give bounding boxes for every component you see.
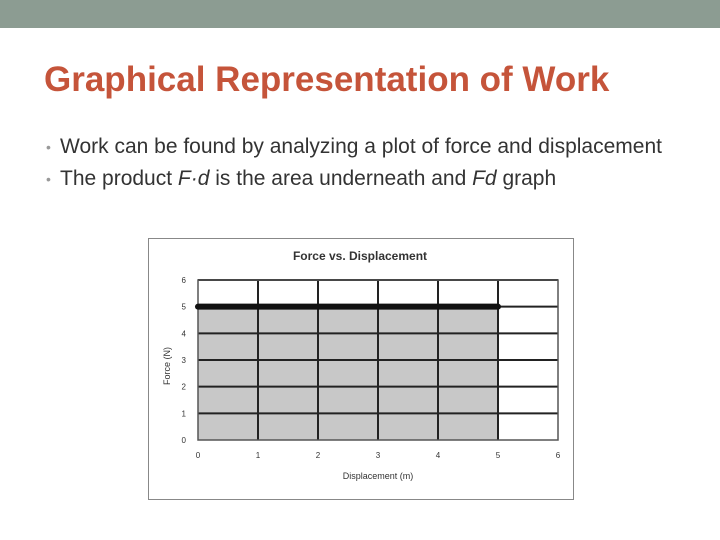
chart-title: Force vs. Displacement — [292, 249, 428, 263]
bullet-1-text: Work can be found by analyzing a plot of force and displacement — [60, 135, 662, 158]
bullet-list — [46, 134, 686, 198]
x-tick-label: 0 — [195, 451, 201, 460]
y-tick-label: 0 — [181, 436, 186, 445]
y-tick-label: 4 — [181, 329, 186, 339]
bullet-2-term-fd: F·d — [177, 167, 210, 190]
shaded-work-area — [198, 307, 498, 440]
bullet-item-1 — [46, 134, 686, 160]
x-tick-label: 5 — [495, 451, 501, 460]
x-tick-label: 6 — [555, 451, 561, 460]
bullet-dot-icon: • — [46, 139, 51, 155]
y-tick-label: 1 — [181, 409, 186, 419]
y-tick-label: 6 — [181, 276, 186, 285]
bullet-2-text-c: graph — [496, 167, 557, 190]
x-tick-label: 2 — [315, 451, 321, 460]
slide-title: Graphical Representation of Work — [44, 60, 610, 99]
x-tick-label: 3 — [375, 451, 381, 460]
bullet-2-term-fd-graph: Fd — [472, 167, 497, 190]
x-axis-label: Displacement (m) — [342, 471, 414, 481]
y-axis-label: Force (N) — [162, 347, 172, 385]
bullet-2-text-b: is the area underneath and — [209, 167, 473, 190]
y-tick-label: 3 — [181, 356, 186, 365]
top-banner — [0, 0, 720, 28]
x-tick-label: 4 — [435, 451, 441, 460]
bullet-dot-icon: • — [46, 171, 51, 187]
y-tick-label: 2 — [181, 382, 186, 392]
bullet-item-2 — [46, 166, 686, 192]
bullet-2-text-a: The product — [60, 167, 178, 190]
force-displacement-chart — [148, 238, 574, 500]
x-tick-label: 1 — [255, 451, 261, 460]
y-tick-label: 5 — [181, 302, 186, 312]
